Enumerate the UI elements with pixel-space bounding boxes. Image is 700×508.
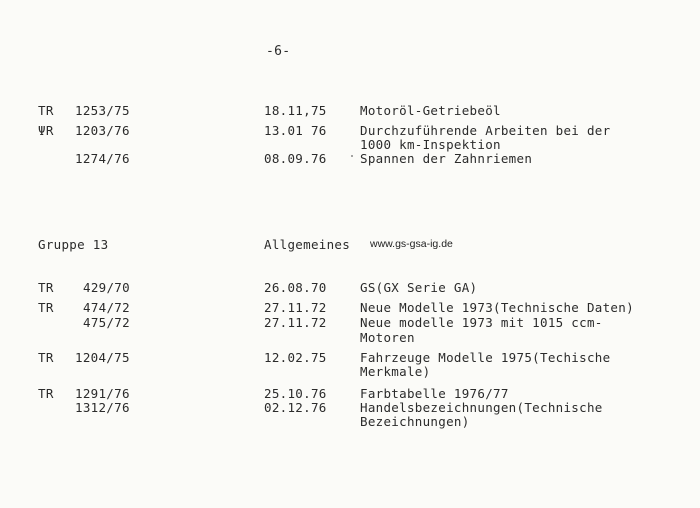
group-label: Gruppe 13 [38,237,109,252]
entry-description-continued: Merkmale) [360,364,431,379]
entry-prefix: ΨR [38,123,54,138]
entry-description: Neue Modelle 1973(Technische Daten) [360,300,634,315]
specks [351,155,353,157]
entry-date: 13.01 76 [264,123,327,138]
entry-description: Motoröl-Getriebeöl [360,103,501,118]
entry-date: 27.11.72 [264,300,327,315]
entry-number: 1204/75 [75,350,130,365]
entry-description: Spannen der Zahnriemen [360,151,533,166]
entry-description: Handelsbezeichnungen(Technische [360,400,603,415]
entry-description: Durchzuführende Arbeiten bei der [360,123,611,138]
entry-number: 1253/75 [75,103,130,118]
entry-prefix: TR [38,350,54,365]
page-number: -6- [266,44,291,59]
entry-number: 429/70 [83,280,130,295]
entry-date: 08.09.76 [264,151,327,166]
entry-description: Fahrzeuge Modelle 1975(Techische [360,350,611,365]
entry-number: 1312/76 [75,400,130,415]
entry-number: 475/72 [83,315,130,330]
entry-description: Neue modelle 1973 mit 1015 ccm- [360,315,603,330]
website-watermark: www.gs-gsa-ig.de [370,238,453,250]
entry-number: 1274/76 [75,151,130,166]
entry-number: 1203/76 [75,123,130,138]
entry-date: 26.08.70 [264,280,327,295]
group-title: Allgemeines [264,237,351,252]
entry-prefix: TR [38,300,54,315]
entry-date: 02.12.76 [264,400,327,415]
entry-date: 18.11,75 [264,103,327,118]
entry-description-continued: Motoren [360,330,415,345]
entry-description-continued: Bezeichnungen) [360,414,470,429]
entry-prefix: TR [38,386,54,401]
entry-date: 27.11.72 [264,315,327,330]
entry-description: GS(GX Serie GA) [360,280,478,295]
entry-number: 474/72 [83,300,130,315]
entry-date: 12.02.75 [264,350,327,365]
entry-description-continued: 1000 km-Inspektion [360,137,501,152]
entry-prefix: TR [38,280,54,295]
entry-number: 1291/76 [75,386,130,401]
entry-date: 25.10.76 [264,386,327,401]
entry-description: Farbtabelle 1976/77 [360,386,509,401]
entry-prefix: TR [38,103,54,118]
